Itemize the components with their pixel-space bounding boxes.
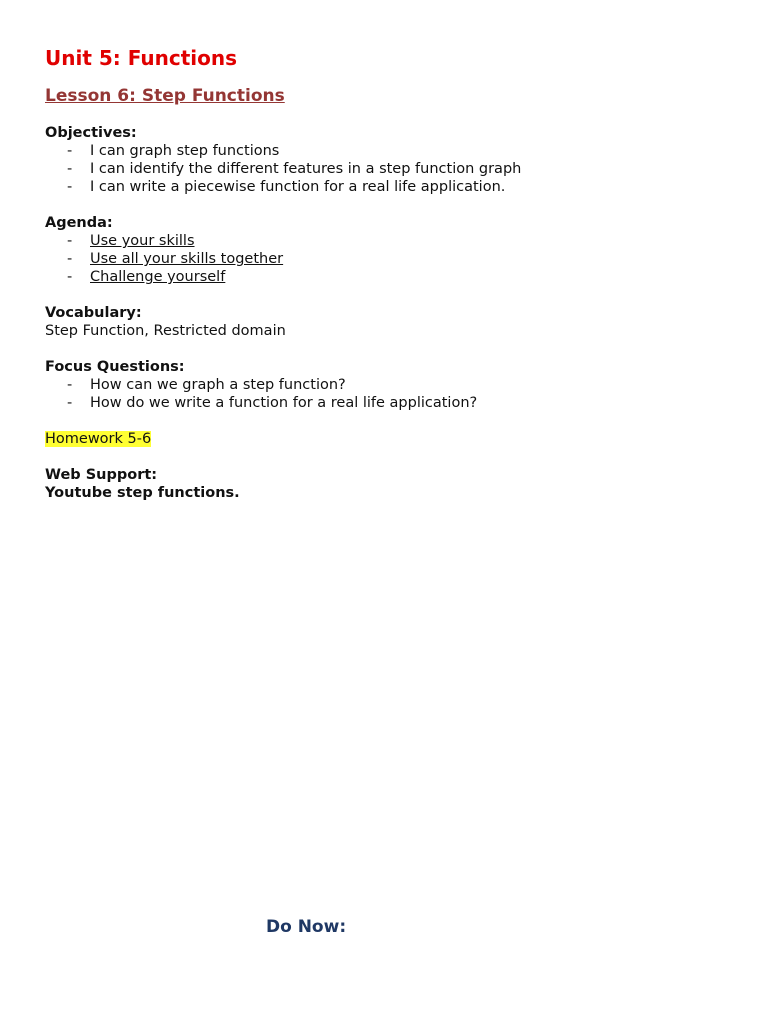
agenda-section <box>45 214 283 286</box>
objectives-section <box>45 124 521 196</box>
homework-section <box>45 430 151 448</box>
bullet-dash: - <box>67 179 73 195</box>
list-item <box>45 250 283 268</box>
bullet-dash: - <box>67 395 73 411</box>
vocabulary-text: Step Function, Restricted domain <box>45 323 286 339</box>
bullet-dash: - <box>67 143 73 159</box>
objectives-label: Objectives: <box>45 125 137 141</box>
objective-text: I can identify the different features in a step function graph <box>90 161 522 177</box>
web-support-text: Youtube step functions. <box>45 485 240 501</box>
list-item <box>45 394 477 412</box>
bullet-dash: - <box>67 269 73 285</box>
agenda-list <box>45 232 283 286</box>
list-item <box>45 232 283 250</box>
list-item <box>45 142 521 160</box>
agenda-link-use-all-skills[interactable]: Use all your skills together <box>90 251 284 267</box>
homework-highlight: Homework 5-6 <box>45 431 152 447</box>
unit-title: Unit 5: Functions <box>45 46 238 70</box>
web-support-section <box>45 466 240 502</box>
list-item <box>45 376 477 394</box>
bullet-dash: - <box>67 233 73 249</box>
objective-text: I can graph step functions <box>90 143 280 159</box>
objectives-list <box>45 142 521 196</box>
vocabulary-label: Vocabulary: <box>45 305 142 321</box>
focus-questions-section <box>45 358 477 412</box>
focus-questions-list <box>45 376 477 412</box>
do-now-heading: Do Now: <box>266 917 347 937</box>
bullet-dash: - <box>67 251 73 267</box>
list-item <box>45 268 283 286</box>
vocabulary-section <box>45 304 286 340</box>
agenda-link-challenge-yourself[interactable]: Challenge yourself <box>90 269 226 285</box>
objective-text: I can write a piecewise function for a real life application. <box>90 179 506 195</box>
web-support-label: Web Support: <box>45 467 158 483</box>
focus-question-text: How do we write a function for a real life application? <box>90 395 478 411</box>
focus-question-text: How can we graph a step function? <box>90 377 346 393</box>
agenda-link-use-your-skills[interactable]: Use your skills <box>90 233 195 249</box>
bullet-dash: - <box>67 377 73 393</box>
focus-questions-label: Focus Questions: <box>45 359 185 375</box>
lesson-title: Lesson 6: Step Functions <box>45 86 285 106</box>
list-item <box>45 178 521 196</box>
agenda-label: Agenda: <box>45 215 113 231</box>
bullet-dash: - <box>67 161 73 177</box>
list-item <box>45 160 521 178</box>
